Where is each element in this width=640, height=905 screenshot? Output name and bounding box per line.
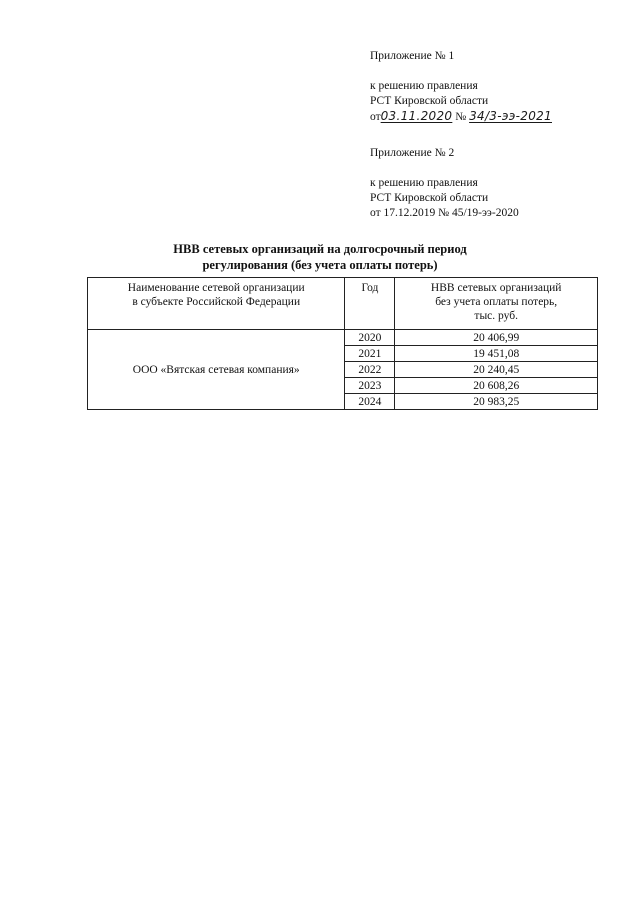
header-nvv-line1: НВВ сетевых организаций [430,282,562,294]
number-prefix: № [455,111,467,123]
appendix-1-line1: к решению правления [370,80,478,92]
header-organization [88,278,345,330]
value-cell: 20 983,25 [395,394,598,410]
year-cell: 2020 [345,330,395,346]
date-prefix: от [370,111,381,123]
appendix-1-date-line [370,109,552,125]
appendix-2-line1: к решению правления [370,177,478,189]
nvv-table [87,277,598,410]
document-title-line1: НВВ сетевых организаций на долгосрочный период [173,242,467,256]
appendix-2-title: Приложение № 2 [370,147,455,159]
appendix-2-line3: от 17.12.2019 № 45/19-ээ-2020 [370,207,519,219]
table-row [88,330,598,346]
year-cell: 2024 [345,394,395,410]
header-organization-line1: Наименование сетевой организации [127,282,305,294]
handwritten-date: 03.11.2020 [380,109,453,123]
value-cell: 20 406,99 [395,330,598,346]
organization-cell: ООО «Вятская сетевая компания» [88,330,345,410]
handwritten-number: 34/3-ээ-2021 [469,109,552,123]
value-cell: 20 608,26 [395,378,598,394]
document-title [0,241,640,273]
value-cell: 20 240,45 [395,362,598,378]
header-nvv-line2: без учета оплаты потерь, [435,296,558,308]
table-header-row [88,278,598,330]
header-organization-line2: в субъекте Российской Федерации [132,296,301,308]
header-year: Год [345,278,395,330]
document-title-line2: регулирования (без учета оплаты потерь) [202,258,438,272]
header-nvv-line3: тыс. руб. [474,310,518,322]
spacer [370,161,519,176]
appendix-2-block [370,146,519,221]
year-cell: 2023 [345,378,395,394]
appendix-2-line2: РСТ Кировской области [370,192,489,204]
year-cell: 2022 [345,362,395,378]
value-cell: 19 451,08 [395,346,598,362]
appendix-1-line2: РСТ Кировской области [370,95,489,107]
header-nvv [395,278,598,330]
appendix-1-title: Приложение № 1 [370,50,455,62]
spacer [370,64,552,79]
appendix-1-block [370,49,552,125]
year-cell: 2021 [345,346,395,362]
